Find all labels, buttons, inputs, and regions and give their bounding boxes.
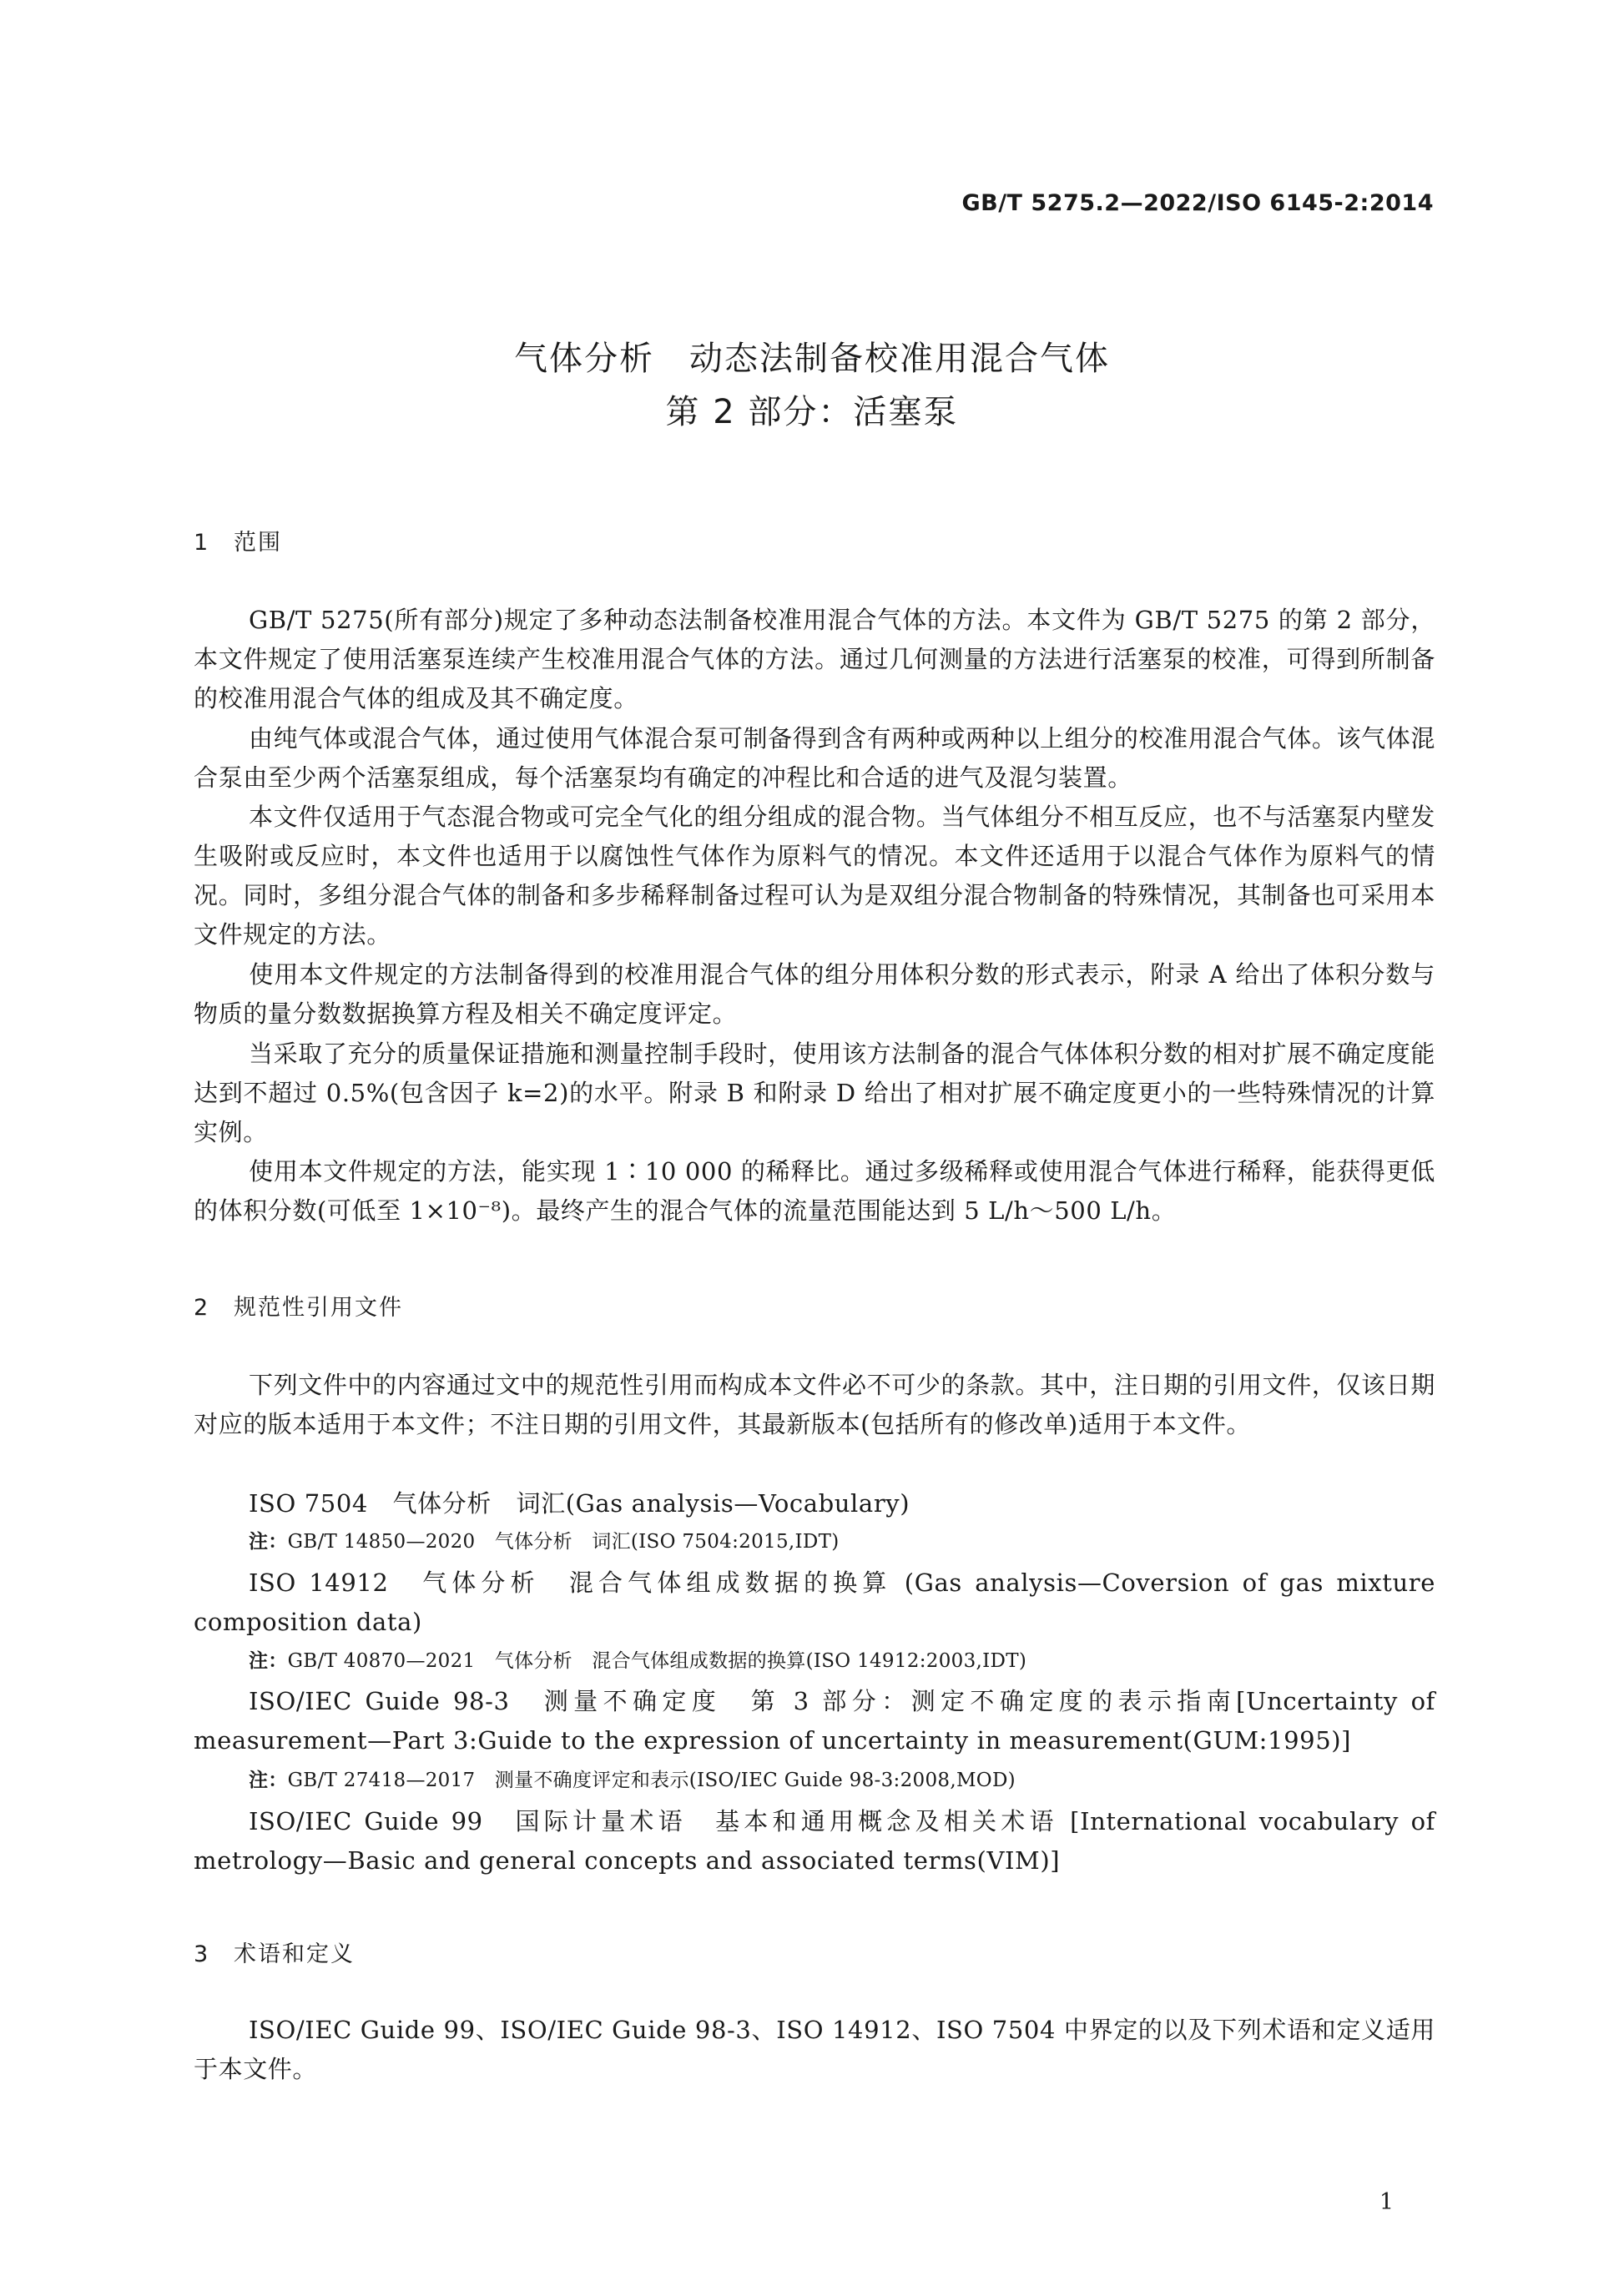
document-title-line1: 气体分析 动态法制备校准用混合气体 — [514, 340, 1110, 378]
document-title-line2: 第 2 部分：活塞泵 — [665, 393, 959, 431]
section-title: 术语和定义 — [234, 1941, 355, 1967]
section-number: 3 — [194, 1941, 210, 1967]
reference-item: ISO/IEC Guide 98-3 测量不确定度 第 3 部分：测定不确定度的表示指南[Uncertainty of measurement—Part 3:Guide to the expression of uncertainty in measurement(GUM:1995)] — [194, 1687, 1435, 1755]
section-heading-scope — [194, 524, 282, 556]
section-number: 2 — [194, 1295, 210, 1321]
page-number: 1 — [1379, 2189, 1394, 2215]
scope-paragraph: 当采取了充分的质量保证措施和测量控制手段时，使用该方法制备的混合气体体积分数的相对扩展不确定度能达到不超过 0.5%(包含因子 k=2)的水平。附录 B 和附录 D 给出了相对扩展不确定度更小的一些特殊情况的计算实例。 — [194, 1040, 1435, 1146]
section-heading-normative-references — [194, 1289, 403, 1322]
scope-paragraph: 使用本文件规定的方法制备得到的校准用混合气体的组分用体积分数的形式表示，附录 A 给出了体积分数与物质的量分数数据换算方程及相关不确定度评定。 — [194, 960, 1435, 1028]
reference-note: 注：GB/T 14850—2020 气体分析 词汇(ISO 7504:2015,IDT) — [249, 1531, 840, 1553]
section-number: 1 — [194, 530, 210, 556]
reference-note: 注：GB/T 27418—2017 测量不确度评定和表示(ISO/IEC Guide 98-3:2008,MOD) — [249, 1770, 1016, 1791]
scope-paragraph: 本文件仅适用于气态混合物或可完全气化的组分组成的混合物。当气体组分不相互反应，也不与活塞泵内壁发生吸附或反应时，本文件也适用于以腐蚀性气体作为原料气的情况。本文件还适用于以混合气体作为原料气的情况。同时，多组分混合气体的制备和多步稀释制备过程可认为是双组分混合物制备的特殊情况，其制备也可采用本文件规定的方法。 — [194, 803, 1435, 949]
normative-intro: 下列文件中的内容通过文中的规范性引用而构成本文件必不可少的条款。其中，注日期的引用文件，仅该日期对应的版本适用于本文件；不注日期的引用文件，其最新版本(包括所有的修改单)适用于本文件。 — [194, 1371, 1435, 1438]
reference-note: 注：GB/T 40870—2021 气体分析 混合气体组成数据的换算(ISO 14912:2003,IDT) — [249, 1650, 1027, 1672]
scope-paragraph: 由纯气体或混合气体，通过使用气体混合泵可制备得到含有两种或两种以上组分的校准用混合气体。该气体混合泵由至少两个活塞泵组成，每个活塞泵均有确定的冲程比和合适的进气及混匀装置。 — [194, 724, 1435, 792]
reference-item: ISO/IEC Guide 99 国际计量术语 基本和通用概念及相关术语 [International vocabulary of metrology—Basic and general concepts and associated terms(VIM)] — [194, 1807, 1435, 1875]
section-title: 范围 — [234, 530, 282, 556]
reference-item: ISO 7504 气体分析 词汇(Gas analysis—Vocabulary) — [249, 1489, 910, 1518]
section-heading-terms — [194, 1936, 355, 1968]
standard-number: GB/T 5275.2—2022/ISO 6145-2:2014 — [961, 190, 1434, 216]
terms-paragraph: ISO/IEC Guide 99、ISO/IEC Guide 98-3、ISO 14912、ISO 7504 中界定的以及下列术语和定义适用于本文件。 — [194, 2016, 1435, 2083]
section-title: 规范性引用文件 — [234, 1295, 403, 1321]
scope-paragraph: GB/T 5275(所有部分)规定了多种动态法制备校准用混合气体的方法。本文件为 GB/T 5275 的第 2 部分，本文件规定了使用活塞泵连续产生校准用混合气体的方法。通过几何测量的方法进行活塞泵的校准，可得到所制备的校准用混合气体的组成及其不确定度。 — [194, 606, 1435, 712]
scope-paragraph: 使用本文件规定的方法，能实现 1∶10 000 的稀释比。通过多级稀释或使用混合气体进行稀释，能获得更低的体积分数(可低至 1×10⁻⁸)。最终产生的混合气体的流量范围能达到 5 L/h～500 L/h。 — [194, 1157, 1435, 1225]
reference-item: ISO 14912 气体分析 混合气体组成数据的换算 (Gas analysis—Coversion of gas mixture composition data) — [194, 1568, 1435, 1636]
